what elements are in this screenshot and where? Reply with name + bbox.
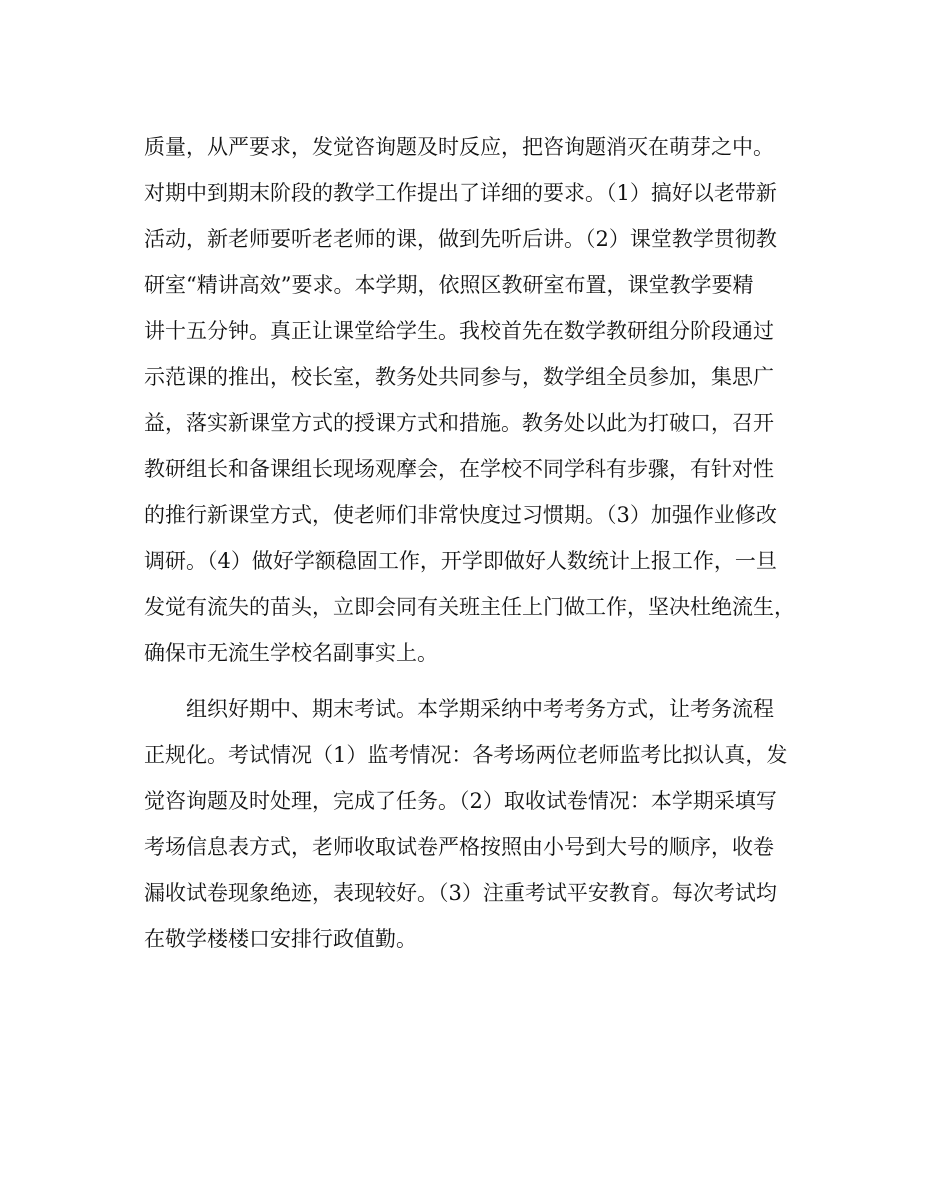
paragraph-1-line: 对期中到期末阶段的教学工作提出了详细的要求。（1）搞好以老带新	[144, 181, 777, 205]
paragraph-2-line: 正规化。考试情况（1）监考情况：各考场两位老师监考比拟认真，发	[144, 743, 788, 767]
paragraph-1-line: 确保市无流生学校名副事实上。	[144, 641, 438, 665]
paragraph-1-line: 示范课的推出，校长室，教务处共同参与，数学组全员参加，集思广	[144, 365, 774, 389]
paragraph-1-line: 益，落实新课堂方式的授课方式和措施。教务处以此为打破口，召开	[144, 411, 774, 435]
paragraph-1-line: 质量，从严要求，发觉咨询题及时反应，把咨询题消灭在萌芽之中。	[144, 135, 774, 159]
paragraph-2-line: 考场信息表方式，老师收取试卷严格按照由小号到大号的顺序，收卷	[144, 835, 774, 859]
paragraph-1-line: 调研。（4）做好学额稳固工作，开学即做好人数统计上报工作，一旦	[144, 549, 777, 573]
paragraph-1	[144, 128, 808, 680]
paragraph-1-line: 教研组长和备课组长现场观摩会，在学校不同学科有步骤，有针对性	[144, 457, 774, 481]
paragraph-2-line: 漏收试卷现象绝迹，表现较好。（3）注重考试平安教育。每次考试均	[144, 881, 777, 905]
paragraph-spacer	[144, 680, 808, 690]
document-body	[144, 128, 808, 966]
paragraph-1-line: 研室“精讲高效”要求。本学期，依照区教研室布置，课堂教学要精	[144, 273, 754, 297]
paragraph-2-line: 组织好期中、期末考试。本学期采纳中考考务方式，让考务流程	[186, 697, 774, 721]
paragraph-1-line: 的推行新课堂方式，使老师们非常快度过习惯期。（3）加强作业修改	[144, 503, 777, 527]
paragraph-2-line: 在敬学楼楼口安排行政值勤。	[144, 927, 417, 951]
paragraph-2	[144, 690, 808, 966]
paragraph-2-line: 觉咨询题及时处理，完成了任务。（2）取收试卷情况：本学期采填写	[144, 789, 777, 813]
paragraph-1-line: 活动，新老师要听老老师的课，做到先听后讲。（2）课堂教学贯彻教	[144, 227, 777, 251]
paragraph-1-line: 发觉有流失的苗头，立即会同有关班主任上门做工作，坚决杜绝流生，	[144, 595, 795, 619]
paragraph-1-line: 讲十五分钟。真正让课堂给学生。我校首先在数学教研组分阶段通过	[144, 319, 774, 343]
